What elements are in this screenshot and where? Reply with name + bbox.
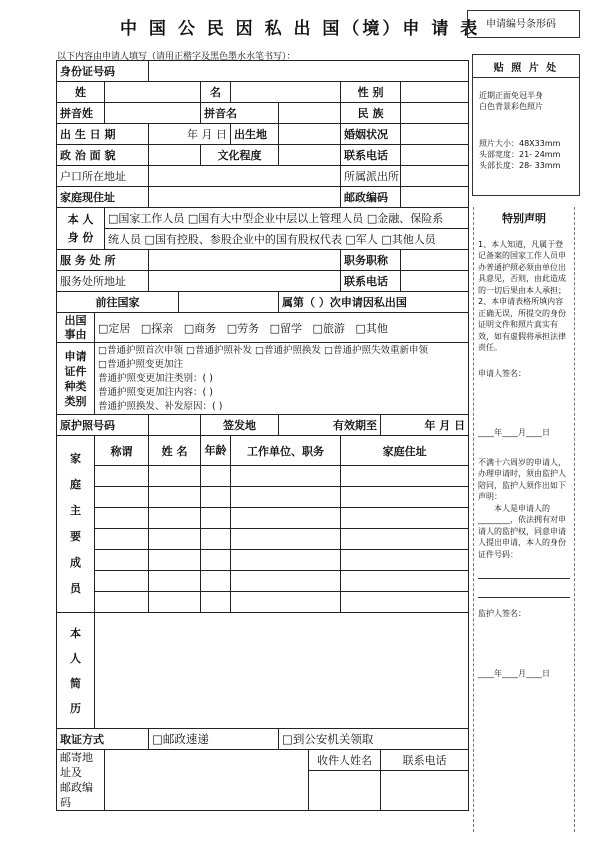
- fam-cell[interactable]: [231, 571, 341, 592]
- fam-cell[interactable]: [231, 529, 341, 550]
- purpose-option[interactable]: □商务: [183, 321, 217, 335]
- guardian-date[interactable]: ____年____月____日: [478, 668, 550, 678]
- fam-cell[interactable]: [95, 466, 149, 487]
- family-label: 家 庭 主 要 成 员: [57, 436, 95, 613]
- identity-option[interactable]: □国有大中型企业中层以上管理人员: [187, 212, 364, 225]
- collect-self-option[interactable]: □到公安机关领取: [279, 729, 469, 750]
- recipient-field[interactable]: [309, 771, 381, 811]
- fam-cell[interactable]: [201, 592, 231, 613]
- pinyin-surname-label: 拼音姓: [57, 103, 105, 124]
- id-number-field[interactable]: [149, 61, 469, 82]
- doc-type-label: 申请 证件 种类 类别: [57, 343, 95, 415]
- fam-cell[interactable]: [201, 529, 231, 550]
- surname-field[interactable]: [105, 82, 201, 103]
- work-address-label: 服务处所地址: [57, 271, 149, 292]
- collect-method-label: 取证方式: [57, 729, 149, 750]
- destination-label: 前往国家: [57, 292, 179, 313]
- phone-field[interactable]: [401, 145, 469, 166]
- pinyin-given-label: 拼音名: [201, 103, 279, 124]
- fam-cell[interactable]: [149, 487, 201, 508]
- education-label: 文化程度: [201, 145, 279, 166]
- minor-notice: 不满十六周岁的申请人，办理申请时，须由监护人陪同，监护人须作出如下声明：: [478, 457, 566, 501]
- fam-cell[interactable]: [95, 529, 149, 550]
- fam-cell[interactable]: [149, 571, 201, 592]
- photo-head-width: 头部宽度：21- 24mm: [479, 150, 561, 159]
- hukou-field[interactable]: [149, 166, 341, 187]
- declaration-title: 特别声明: [502, 212, 546, 225]
- fam-cell[interactable]: [201, 466, 231, 487]
- fam-cell[interactable]: [341, 592, 469, 613]
- fam-cell[interactable]: [95, 550, 149, 571]
- photo-head-length: 头部长度：28- 33mm: [479, 161, 561, 170]
- ethnicity-label: 民 族: [341, 103, 401, 124]
- marital-label: 婚姻状况: [341, 124, 401, 145]
- collect-mail-option[interactable]: □邮政速递: [149, 729, 279, 750]
- phone-label: 联系电话: [341, 145, 401, 166]
- mail-address-field[interactable]: [105, 750, 309, 811]
- fam-cell[interactable]: [231, 550, 341, 571]
- guardian-signature-label: 监护人签名：: [478, 609, 526, 618]
- work-unit-field[interactable]: [149, 250, 341, 271]
- work-phone-field[interactable]: [401, 271, 469, 292]
- given-name-label: 名: [201, 82, 231, 103]
- fam-cell[interactable]: [95, 487, 149, 508]
- declaration-text: 1、本人知道，凡属于登记备案的国家工作人员申办普通护照必须由单位出具意见，否则，由此造成的一切后果由本人承担；2、本申请表格所填内容正确无误，所提交的身份证明文件和照片真实有效，如有虚假将承担法律责任。: [478, 239, 566, 352]
- birthplace-label: 出生地: [231, 124, 279, 145]
- issue-place-label: 签发地: [201, 415, 279, 436]
- political-label: 政 治 面 貌: [57, 145, 149, 166]
- orig-passport-field[interactable]: [149, 415, 201, 436]
- photo-title: 贴 照 片 处: [493, 63, 559, 74]
- fam-cell[interactable]: [341, 487, 469, 508]
- guardian-id-line-2[interactable]: [478, 583, 570, 598]
- barcode-box: 申请编号条形码: [467, 10, 580, 38]
- fam-cell[interactable]: [341, 508, 469, 529]
- fam-age-header: 年龄: [201, 436, 231, 466]
- identity-option[interactable]: □其他人员: [381, 233, 436, 246]
- postcode-field[interactable]: [401, 187, 469, 208]
- identity-label: 本 人 身 份: [57, 208, 105, 250]
- ethnicity-field[interactable]: [401, 103, 469, 124]
- work-phone-label: 联系电话: [341, 271, 401, 292]
- fam-cell[interactable]: [95, 571, 149, 592]
- fam-cell[interactable]: [149, 529, 201, 550]
- job-title-field[interactable]: [401, 250, 469, 271]
- recipient-phone-label: 联系电话: [381, 750, 469, 771]
- fam-address-header: 家庭住址: [341, 436, 469, 466]
- application-form: [56, 60, 469, 811]
- political-field[interactable]: [149, 145, 201, 166]
- destination-field[interactable]: [179, 292, 279, 313]
- residence-field[interactable]: [149, 187, 341, 208]
- fam-cell[interactable]: [341, 571, 469, 592]
- orig-passport-label: 原护照号码: [57, 415, 149, 436]
- fam-relation-header: 称谓: [95, 436, 149, 466]
- nth-trip-label[interactable]: 属第（ ）次申请因私出国: [279, 292, 469, 313]
- purpose-option[interactable]: □劳务: [226, 321, 260, 335]
- fam-cell[interactable]: [201, 487, 231, 508]
- fam-cell[interactable]: [341, 466, 469, 487]
- instruction-note: 以下内容由申请人填写（请用正楷字及黑色墨水水笔书写）：: [57, 52, 296, 62]
- identity-options-row1[interactable]: [105, 208, 469, 229]
- identity-option-cont: 统人员: [108, 233, 141, 246]
- birth-date-label: 出 生 日 期: [57, 124, 149, 145]
- education-field[interactable]: [279, 145, 341, 166]
- hukou-label: 户口所在地址: [57, 166, 149, 187]
- doc-type-line[interactable]: 普通护照变更加注类别：( ): [98, 372, 213, 384]
- residence-label: 家庭现住址: [57, 187, 149, 208]
- pinyin-given-field[interactable]: [279, 103, 341, 124]
- fam-cell[interactable]: [149, 592, 201, 613]
- fam-cell[interactable]: [95, 592, 149, 613]
- guardian-statement: 本人是申请人的________，依法拥有对申请人的监护权，同意申请人提出申请，本人的身份证件号码：: [478, 503, 566, 559]
- applicant-date[interactable]: ____年____月____日: [478, 428, 550, 437]
- purpose-label: 出国 事由: [57, 313, 95, 343]
- identity-option[interactable]: □金融、保险系: [366, 212, 444, 225]
- fam-cell[interactable]: [149, 466, 201, 487]
- form-title: 中 国 公 民 因 私 出 国（境）申 请 表: [120, 19, 481, 39]
- postcode-label: 邮政编码: [341, 187, 401, 208]
- fam-cell[interactable]: [341, 529, 469, 550]
- purpose-option[interactable]: □留学: [269, 321, 303, 335]
- resume-label: 本 人 简 历: [57, 613, 95, 729]
- fam-cell[interactable]: [341, 550, 469, 571]
- fam-work-header: 工作单位、职务: [231, 436, 341, 466]
- mail-address-label: 邮寄地址及 邮政编码: [57, 750, 105, 811]
- identity-option[interactable]: □国家工作人员: [108, 212, 185, 225]
- purpose-option[interactable]: □旅游: [312, 321, 345, 335]
- recipient-label: 收件人姓名: [309, 750, 381, 771]
- identity-options-row2[interactable]: [105, 229, 469, 250]
- valid-until-field[interactable]: 年 月 日: [381, 415, 469, 436]
- recipient-phone-field[interactable]: [381, 771, 469, 811]
- fam-cell[interactable]: [231, 592, 341, 613]
- special-declaration: [473, 207, 575, 832]
- fam-cell[interactable]: [231, 487, 341, 508]
- fam-cell[interactable]: [201, 550, 231, 571]
- given-name-field[interactable]: [231, 82, 341, 103]
- doc-type-line[interactable]: 普通护照变更加注内容：( ): [98, 386, 213, 398]
- doc-type-line[interactable]: 普通护照换发、补发原因：( ): [98, 400, 223, 412]
- identity-option[interactable]: □军人: [345, 233, 378, 246]
- purpose-option[interactable]: □探亲: [140, 321, 174, 335]
- marital-field[interactable]: [401, 124, 469, 145]
- purpose-option[interactable]: □其他: [355, 321, 388, 335]
- doc-type-line[interactable]: □普通护照首次申领 □普通护照补发 □普通护照换发 □普通护照失效重新申领: [98, 344, 428, 356]
- purpose-option[interactable]: □定居: [98, 321, 131, 335]
- work-unit-label: 服 务 处 所: [57, 250, 149, 271]
- surname-label: 姓: [57, 82, 105, 103]
- photo-req-2: 白色背景彩色照片: [479, 102, 543, 111]
- gender-field[interactable]: [401, 82, 469, 103]
- work-address-field[interactable]: [149, 271, 341, 292]
- birthplace-field[interactable]: [279, 124, 341, 145]
- photo-size: 照片大小：48X33mm: [479, 139, 561, 148]
- birth-date-field[interactable]: 年 月 日: [149, 124, 231, 145]
- identity-option[interactable]: □国有控股、参股企业中的国有股权代表: [144, 233, 342, 246]
- id-number-label: 身份证号码: [57, 61, 149, 82]
- fam-cell[interactable]: [149, 508, 201, 529]
- purpose-options[interactable]: [95, 313, 469, 343]
- fam-name-header: 姓 名: [149, 436, 201, 466]
- fam-cell[interactable]: [201, 571, 231, 592]
- resume-field[interactable]: [95, 613, 469, 729]
- fam-cell[interactable]: [231, 466, 341, 487]
- doc-type-options[interactable]: [95, 343, 469, 415]
- pinyin-surname-field[interactable]: [105, 103, 201, 124]
- fam-cell[interactable]: [95, 508, 149, 529]
- valid-until-label: 有效期至: [279, 415, 381, 436]
- photo-req-1: 近期正面免冠半身: [479, 91, 543, 100]
- doc-type-line[interactable]: □普通护照变更加注: [98, 358, 183, 370]
- police-station-label: 所属派出所: [341, 166, 401, 187]
- fam-cell[interactable]: [201, 508, 231, 529]
- guardian-id-line[interactable]: [478, 564, 570, 579]
- fam-cell[interactable]: [231, 508, 341, 529]
- job-title-label: 职务职称: [341, 250, 401, 271]
- applicant-signature-label: 申请人签名：: [478, 368, 526, 378]
- photo-box: [472, 54, 580, 196]
- fam-cell[interactable]: [149, 550, 201, 571]
- police-station-field[interactable]: [401, 166, 469, 187]
- gender-label: 性 别: [341, 82, 401, 103]
